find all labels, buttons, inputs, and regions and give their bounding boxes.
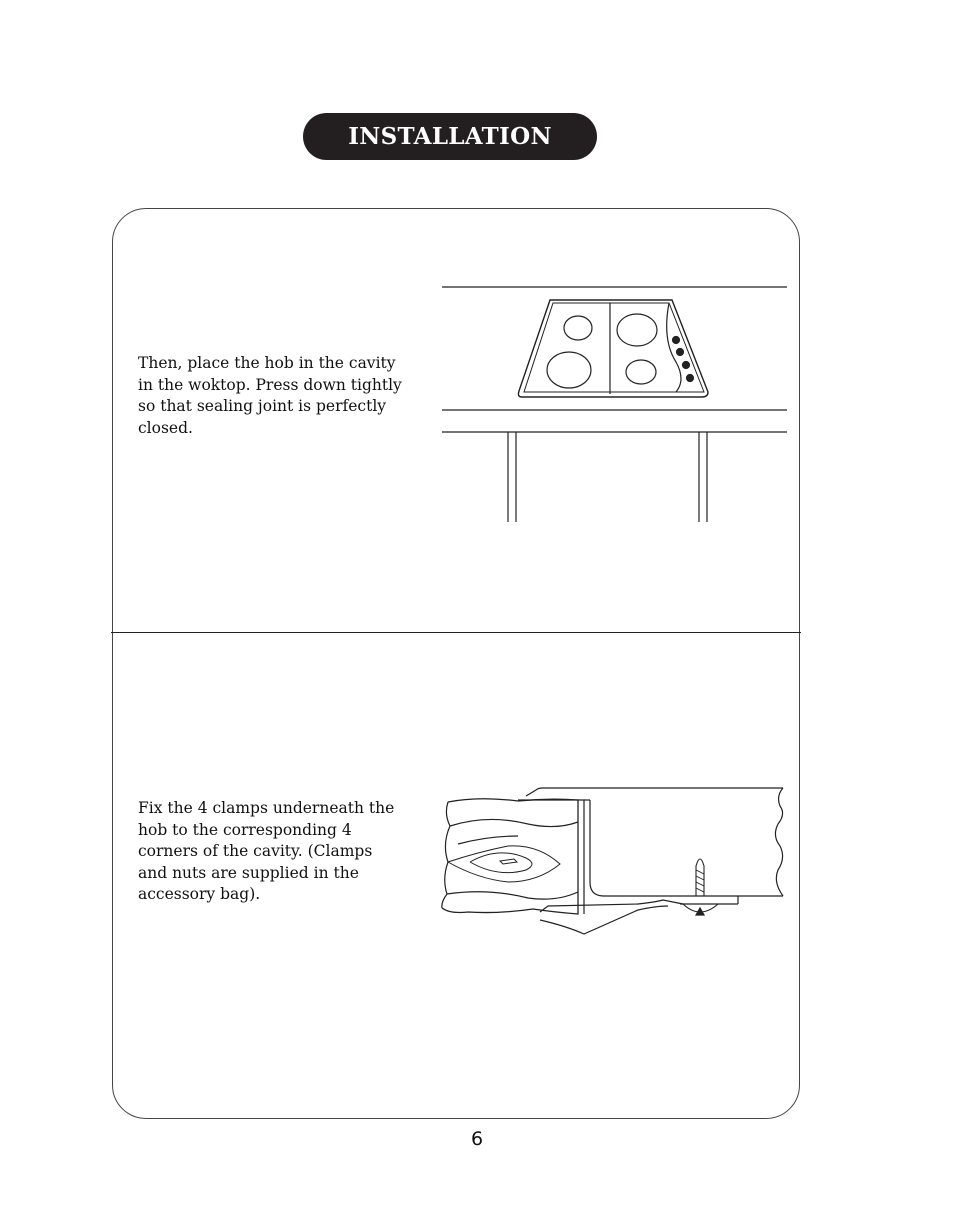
hob-placement-illustration [440,280,790,530]
clamp-fixing-illustration [438,784,788,940]
step-1-text: Then, place the hob in the cavity in the woktop. Press down tightly so that sealing joint is perfectly closed. [138,354,402,437]
section-title: INSTALLATION [348,123,552,150]
step-2-text: Fix the 4 clamps underneath the hob to the corresponding 4 corners of the cavity. (Clamps and nuts are supplied in the accessory bag). [138,799,395,903]
page-number: 6 [470,1128,484,1150]
section-title-banner [303,113,597,160]
step-divider [111,632,801,633]
